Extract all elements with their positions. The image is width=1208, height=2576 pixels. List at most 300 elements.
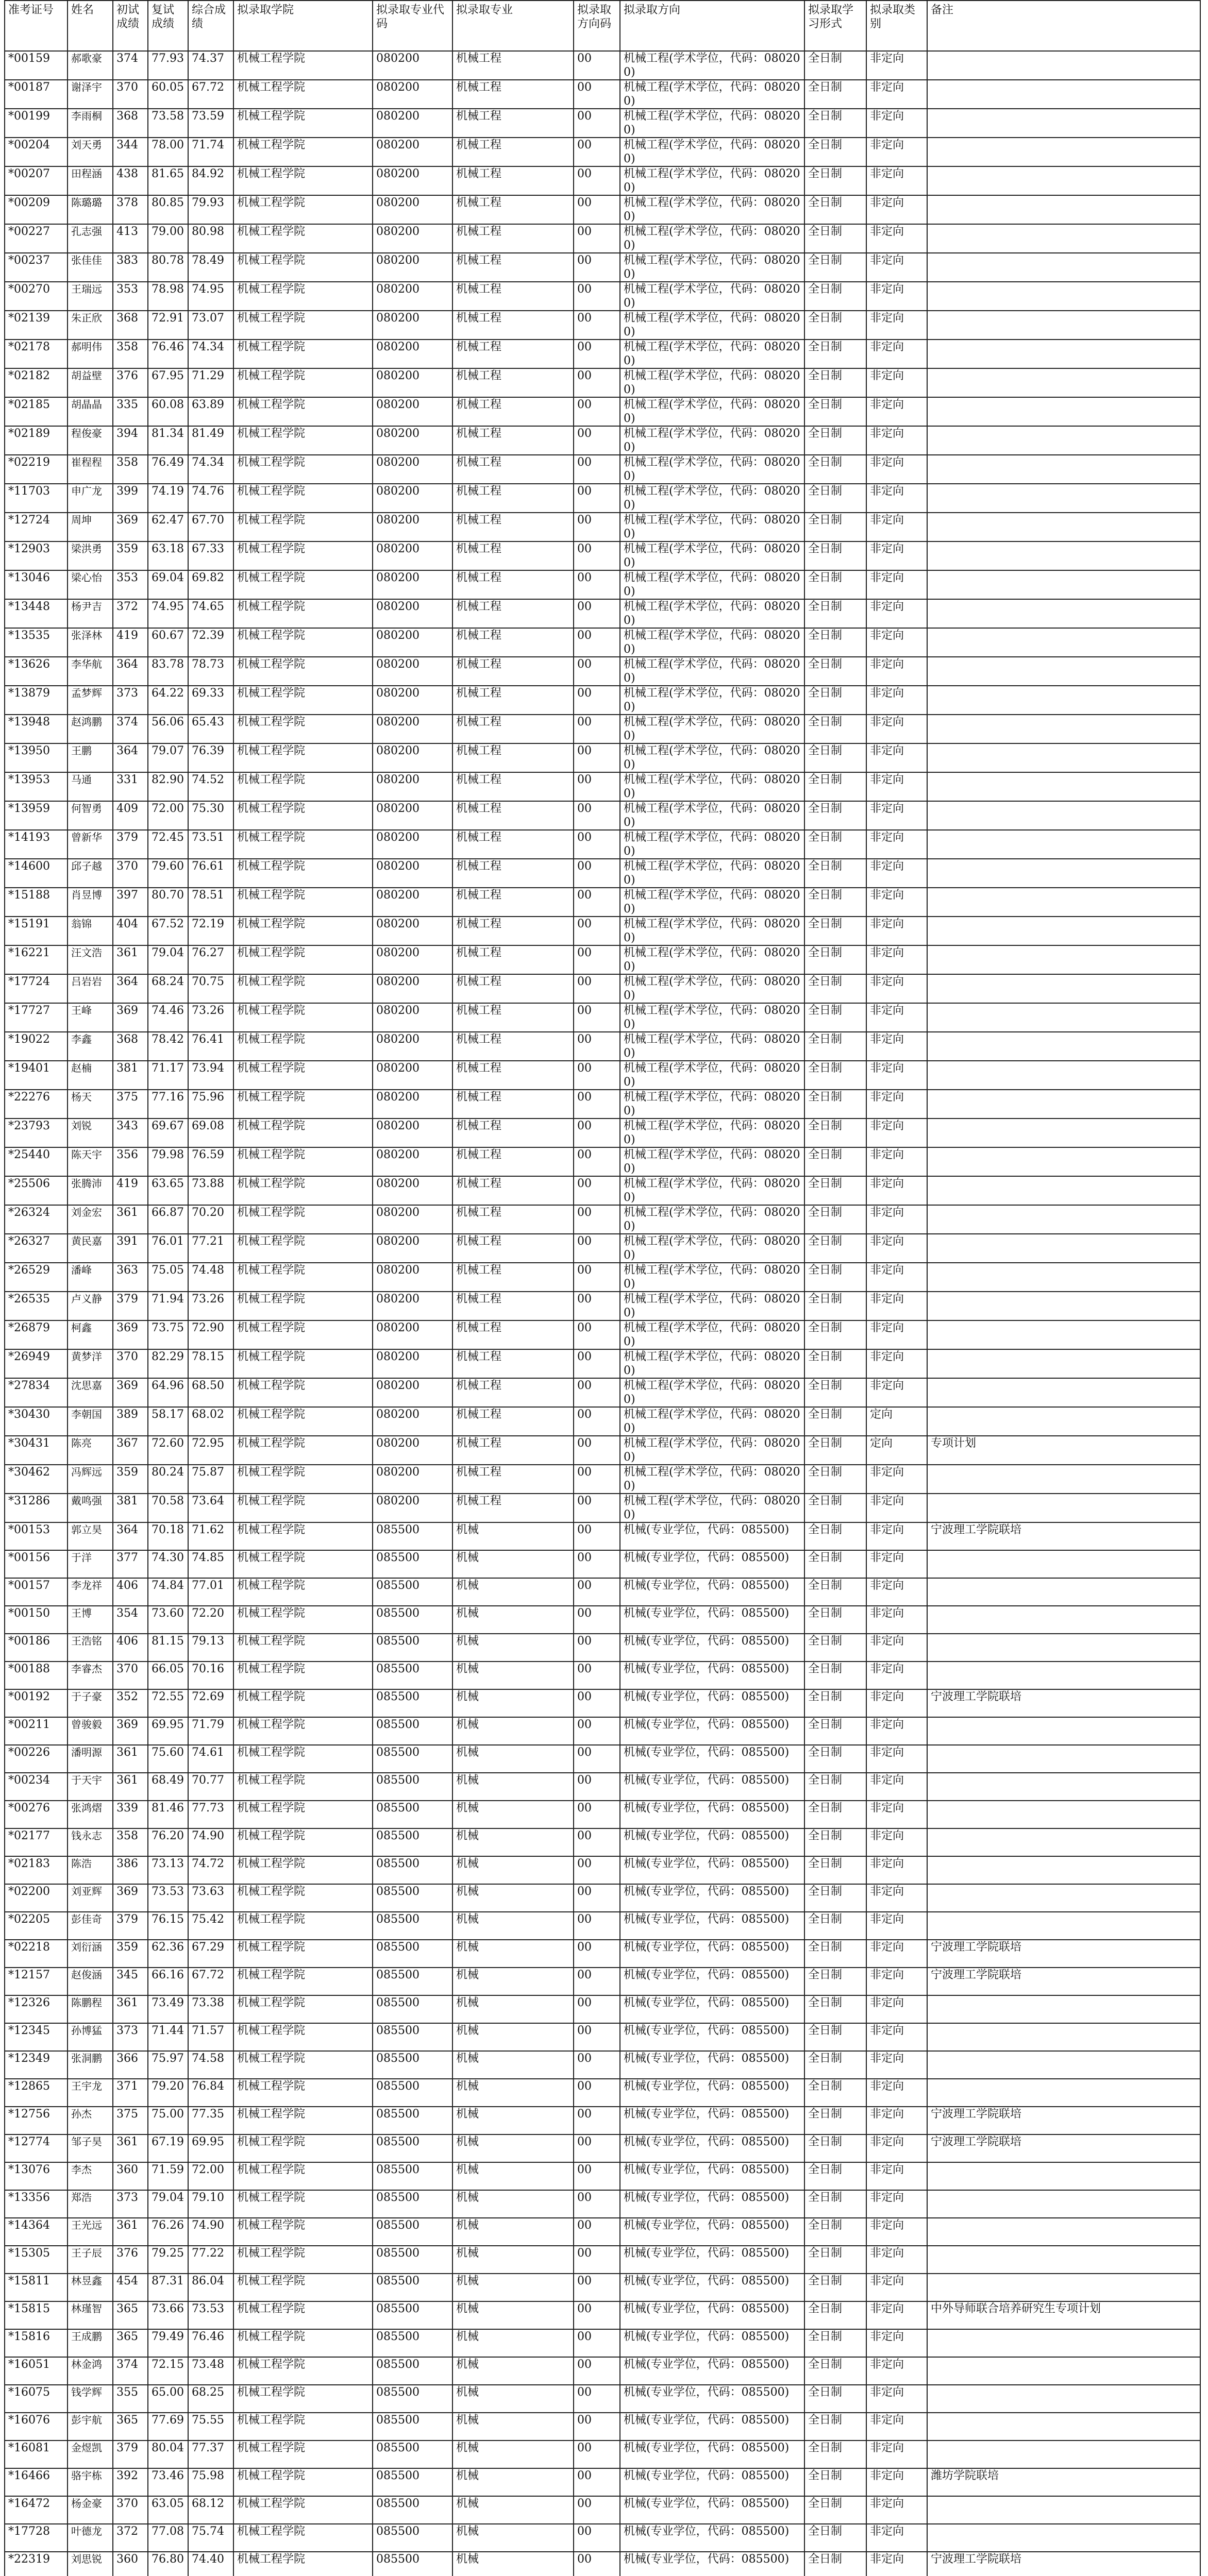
cell-study-mode: 全日制: [804, 2441, 866, 2468]
cell-name: 王峰: [68, 1003, 113, 1032]
cell-direction: 机械工程(学术学位，代码：080200): [620, 801, 804, 830]
cell-direction-code: 00: [574, 1378, 620, 1407]
cell-direction-code: 00: [574, 2134, 620, 2162]
cell-initial-score: 369: [113, 513, 148, 541]
cell-category: 非定向: [866, 51, 927, 80]
cell-exam-id: *12865: [5, 2079, 68, 2107]
cell-study-mode: 全日制: [804, 1349, 866, 1378]
cell-exam-id: *22276: [5, 1090, 68, 1118]
cell-exam-id: *00211: [5, 1717, 68, 1745]
cell-retest-score: 87.31: [148, 2274, 188, 2301]
cell-exam-id: *02219: [5, 455, 68, 484]
cell-study-mode: 全日制: [804, 1884, 866, 1912]
cell-direction-code: 00: [574, 311, 620, 340]
cell-college: 机械工程学院: [233, 2524, 373, 2552]
cell-study-mode: 全日制: [804, 455, 866, 484]
cell-major-code: 080200: [373, 426, 452, 455]
cell-direction: 机械(专业学位，代码：085500): [620, 2079, 804, 2107]
cell-study-mode: 全日制: [804, 513, 866, 541]
cell-study-mode: 全日制: [804, 195, 866, 224]
table-row: [5, 397, 1200, 426]
table-row: [5, 2162, 1200, 2190]
cell-college: 机械工程学院: [233, 80, 373, 109]
cell-retest-score: 73.60: [148, 1606, 188, 1634]
cell-remark: [927, 686, 1200, 715]
cell-exam-id: *30430: [5, 1407, 68, 1436]
cell-category: 非定向: [866, 2524, 927, 2552]
cell-category: 非定向: [866, 1717, 927, 1745]
cell-major: 机械: [452, 2357, 574, 2385]
cell-major-code: 080200: [373, 1320, 452, 1349]
cell-name: 李鑫: [68, 1032, 113, 1061]
cell-college: 机械工程学院: [233, 1176, 373, 1205]
cell-direction: 机械工程(学术学位，代码：080200): [620, 455, 804, 484]
header-remark: 备注: [927, 1, 1200, 51]
cell-name: 陈亮: [68, 1436, 113, 1465]
cell-total-score: 77.35: [188, 2107, 233, 2134]
cell-name: 邹子昊: [68, 2134, 113, 2162]
cell-major-code: 085500: [373, 1522, 452, 1550]
cell-major-code: 085500: [373, 1801, 452, 1828]
cell-college: 机械工程学院: [233, 1147, 373, 1176]
cell-major-code: 085500: [373, 2468, 452, 2496]
cell-major-code: 085500: [373, 1940, 452, 1968]
cell-category: 非定向: [866, 1263, 927, 1292]
cell-study-mode: 全日制: [804, 1689, 866, 1717]
table-row: [5, 1320, 1200, 1349]
cell-exam-id: *13879: [5, 686, 68, 715]
cell-total-score: 69.08: [188, 1118, 233, 1147]
cell-college: 机械工程学院: [233, 1995, 373, 2023]
cell-name: 马通: [68, 772, 113, 801]
cell-remark: [927, 743, 1200, 772]
cell-direction: 机械(专业学位，代码：085500): [620, 2134, 804, 2162]
cell-major-code: 080200: [373, 1407, 452, 1436]
cell-college: 机械工程学院: [233, 2107, 373, 2134]
cell-remark: [927, 1205, 1200, 1234]
cell-major-code: 080200: [373, 917, 452, 945]
cell-retest-score: 75.00: [148, 2107, 188, 2134]
cell-college: 机械工程学院: [233, 2274, 373, 2301]
cell-major: 机械工程: [452, 1263, 574, 1292]
cell-direction: 机械工程(学术学位，代码：080200): [620, 1407, 804, 1436]
cell-study-mode: 全日制: [804, 686, 866, 715]
cell-college: 机械工程学院: [233, 859, 373, 888]
cell-remark: [927, 166, 1200, 195]
cell-direction: 机械(专业学位，代码：085500): [620, 2552, 804, 2576]
cell-major: 机械: [452, 1828, 574, 1856]
cell-major: 机械工程: [452, 1407, 574, 1436]
cell-direction: 机械(专业学位，代码：085500): [620, 1634, 804, 1662]
cell-category: 非定向: [866, 1940, 927, 1968]
cell-college: 机械工程学院: [233, 513, 373, 541]
cell-major-code: 080200: [373, 138, 452, 166]
cell-major: 机械: [452, 2162, 574, 2190]
cell-major-code: 080200: [373, 80, 452, 109]
table-row: [5, 1717, 1200, 1745]
cell-retest-score: 76.01: [148, 1234, 188, 1263]
cell-exam-id: *00237: [5, 253, 68, 282]
cell-direction-code: 00: [574, 1061, 620, 1090]
cell-study-mode: 全日制: [804, 628, 866, 657]
cell-total-score: 72.00: [188, 2162, 233, 2190]
cell-initial-score: 369: [113, 1003, 148, 1032]
cell-initial-score: 364: [113, 974, 148, 1003]
cell-college: 机械工程学院: [233, 945, 373, 974]
cell-category: 非定向: [866, 109, 927, 138]
cell-study-mode: 全日制: [804, 657, 866, 686]
cell-major: 机械工程: [452, 51, 574, 80]
cell-retest-score: 79.49: [148, 2329, 188, 2357]
cell-direction: 机械工程(学术学位，代码：080200): [620, 224, 804, 253]
cell-direction-code: 00: [574, 109, 620, 138]
cell-category: 非定向: [866, 743, 927, 772]
cell-remark: [927, 2051, 1200, 2079]
cell-college: 机械工程学院: [233, 2051, 373, 2079]
cell-retest-score: 62.47: [148, 513, 188, 541]
cell-college: 机械工程学院: [233, 1745, 373, 1773]
cell-initial-score: 374: [113, 51, 148, 80]
cell-major: 机械: [452, 1773, 574, 1801]
cell-initial-score: 363: [113, 1263, 148, 1292]
cell-remark: [927, 2524, 1200, 2552]
cell-remark: [927, 657, 1200, 686]
cell-initial-score: 365: [113, 2413, 148, 2441]
cell-category: 非定向: [866, 311, 927, 340]
cell-study-mode: 全日制: [804, 2134, 866, 2162]
table-row: [5, 282, 1200, 311]
cell-direction-code: 00: [574, 801, 620, 830]
table-row: [5, 715, 1200, 743]
cell-major-code: 080200: [373, 513, 452, 541]
cell-total-score: 80.98: [188, 224, 233, 253]
cell-category: 非定向: [866, 1522, 927, 1550]
table-row: [5, 2079, 1200, 2107]
cell-major-code: 085500: [373, 2301, 452, 2329]
cell-major-code: 085500: [373, 2079, 452, 2107]
cell-remark: 宁波理工学院联培: [927, 1689, 1200, 1717]
cell-initial-score: 364: [113, 743, 148, 772]
cell-remark: [927, 570, 1200, 599]
cell-retest-score: 79.60: [148, 859, 188, 888]
cell-study-mode: 全日制: [804, 484, 866, 513]
table-row: [5, 195, 1200, 224]
cell-exam-id: *19401: [5, 1061, 68, 1090]
cell-name: 于洋: [68, 1550, 113, 1578]
cell-major: 机械工程: [452, 1032, 574, 1061]
cell-remark: [927, 1494, 1200, 1522]
cell-total-score: 73.26: [188, 1292, 233, 1320]
cell-retest-score: 60.67: [148, 628, 188, 657]
admission-list-sheet: [4, 0, 1200, 2576]
cell-study-mode: 全日制: [804, 888, 866, 917]
cell-remark: [927, 1634, 1200, 1662]
cell-retest-score: 74.30: [148, 1550, 188, 1578]
cell-college: 机械工程学院: [233, 1292, 373, 1320]
cell-direction: 机械工程(学术学位，代码：080200): [620, 1494, 804, 1522]
cell-total-score: 76.41: [188, 1032, 233, 1061]
cell-major: 机械: [452, 1884, 574, 1912]
cell-initial-score: 364: [113, 1522, 148, 1550]
cell-name: 戴鸣强: [68, 1494, 113, 1522]
cell-category: 非定向: [866, 1606, 927, 1634]
cell-college: 机械工程学院: [233, 1205, 373, 1234]
cell-exam-id: *13356: [5, 2190, 68, 2218]
cell-retest-score: 73.53: [148, 1884, 188, 1912]
cell-category: 非定向: [866, 1773, 927, 1801]
cell-total-score: 79.93: [188, 195, 233, 224]
cell-study-mode: 全日制: [804, 2496, 866, 2524]
cell-name: 柯鑫: [68, 1320, 113, 1349]
cell-total-score: 67.72: [188, 1968, 233, 1995]
cell-total-score: 71.79: [188, 1717, 233, 1745]
cell-direction: 机械(专业学位，代码：085500): [620, 2162, 804, 2190]
cell-initial-score: 366: [113, 2051, 148, 2079]
cell-remark: [927, 1118, 1200, 1147]
cell-total-score: 78.49: [188, 253, 233, 282]
cell-college: 机械工程学院: [233, 2413, 373, 2441]
cell-major-code: 080200: [373, 1118, 452, 1147]
table-row: [5, 2385, 1200, 2413]
cell-study-mode: 全日制: [804, 368, 866, 397]
cell-direction-code: 00: [574, 830, 620, 859]
cell-name: 朱正欣: [68, 311, 113, 340]
cell-major-code: 080200: [373, 1378, 452, 1407]
table-row: [5, 772, 1200, 801]
cell-direction: 机械(专业学位，代码：085500): [620, 1745, 804, 1773]
cell-total-score: 72.69: [188, 1689, 233, 1717]
cell-direction-code: 00: [574, 1884, 620, 1912]
cell-major-code: 080200: [373, 1494, 452, 1522]
cell-total-score: 76.27: [188, 945, 233, 974]
table-row: [5, 1801, 1200, 1828]
cell-total-score: 65.43: [188, 715, 233, 743]
cell-major-code: 080200: [373, 166, 452, 195]
table-row: [5, 888, 1200, 917]
cell-study-mode: 全日制: [804, 2274, 866, 2301]
cell-retest-score: 60.05: [148, 80, 188, 109]
cell-total-score: 73.38: [188, 1995, 233, 2023]
cell-remark: [927, 224, 1200, 253]
cell-major: 机械工程: [452, 195, 574, 224]
cell-retest-score: 69.95: [148, 1717, 188, 1745]
table-row: [5, 1662, 1200, 1689]
cell-college: 机械工程学院: [233, 1234, 373, 1263]
cell-direction-code: 00: [574, 2162, 620, 2190]
cell-total-score: 74.76: [188, 484, 233, 513]
cell-study-mode: 全日制: [804, 1801, 866, 1828]
cell-initial-score: 372: [113, 599, 148, 628]
cell-direction-code: 00: [574, 513, 620, 541]
cell-major: 机械工程: [452, 945, 574, 974]
cell-college: 机械工程学院: [233, 599, 373, 628]
cell-category: 非定向: [866, 2496, 927, 2524]
cell-category: 非定向: [866, 657, 927, 686]
table-row: [5, 166, 1200, 195]
cell-initial-score: 409: [113, 801, 148, 830]
cell-remark: 宁波理工学院联培: [927, 1522, 1200, 1550]
cell-initial-score: 379: [113, 830, 148, 859]
cell-college: 机械工程学院: [233, 2190, 373, 2218]
cell-exam-id: *13626: [5, 657, 68, 686]
cell-category: 非定向: [866, 1032, 927, 1061]
cell-category: 非定向: [866, 628, 927, 657]
cell-major-code: 080200: [373, 1061, 452, 1090]
cell-major-code: 080200: [373, 484, 452, 513]
cell-retest-score: 81.65: [148, 166, 188, 195]
cell-study-mode: 全日制: [804, 340, 866, 368]
cell-major-code: 080200: [373, 743, 452, 772]
cell-direction-code: 00: [574, 2301, 620, 2329]
cell-college: 机械工程学院: [233, 1634, 373, 1662]
cell-exam-id: *02177: [5, 1828, 68, 1856]
cell-direction: 机械工程(学术学位，代码：080200): [620, 888, 804, 917]
cell-retest-score: 73.66: [148, 2301, 188, 2329]
cell-category: 非定向: [866, 1003, 927, 1032]
header-retest-score: 复试成绩: [148, 1, 188, 51]
cell-major: 机械: [452, 2023, 574, 2051]
cell-direction-code: 00: [574, 628, 620, 657]
cell-remark: [927, 1263, 1200, 1292]
table-row: [5, 570, 1200, 599]
cell-direction-code: 00: [574, 1995, 620, 2023]
cell-category: 非定向: [866, 2468, 927, 2496]
cell-retest-score: 77.93: [148, 51, 188, 80]
cell-exam-id: *15816: [5, 2329, 68, 2357]
cell-remark: [927, 195, 1200, 224]
cell-study-mode: 全日制: [804, 715, 866, 743]
cell-study-mode: 全日制: [804, 1634, 866, 1662]
cell-total-score: 73.63: [188, 1884, 233, 1912]
cell-direction-code: 00: [574, 1465, 620, 1494]
cell-total-score: 76.46: [188, 2329, 233, 2357]
cell-total-score: 73.64: [188, 1494, 233, 1522]
cell-initial-score: 370: [113, 2496, 148, 2524]
cell-name: 李雨桐: [68, 109, 113, 138]
cell-major-code: 080200: [373, 1090, 452, 1118]
cell-remark: [927, 1995, 1200, 2023]
cell-major-code: 085500: [373, 1745, 452, 1773]
cell-category: 非定向: [866, 1634, 927, 1662]
cell-initial-score: 379: [113, 2441, 148, 2468]
cell-college: 机械工程学院: [233, 1032, 373, 1061]
table-row: [5, 1968, 1200, 1995]
cell-college: 机械工程学院: [233, 1320, 373, 1349]
cell-college: 机械工程学院: [233, 1912, 373, 1940]
cell-name: 于子豪: [68, 1689, 113, 1717]
cell-retest-score: 78.42: [148, 1032, 188, 1061]
cell-direction: 机械工程(学术学位，代码：080200): [620, 830, 804, 859]
cell-direction-code: 00: [574, 2051, 620, 2079]
cell-college: 机械工程学院: [233, 1522, 373, 1550]
cell-remark: [927, 1801, 1200, 1828]
cell-major: 机械工程: [452, 657, 574, 686]
cell-name: 张腾沛: [68, 1176, 113, 1205]
cell-major: 机械: [452, 1995, 574, 2023]
table-row: [5, 1090, 1200, 1118]
cell-initial-score: 359: [113, 1465, 148, 1494]
cell-category: 非定向: [866, 2552, 927, 2576]
cell-name: 李杰: [68, 2162, 113, 2190]
cell-direction-code: 00: [574, 1003, 620, 1032]
cell-major: 机械: [452, 1968, 574, 1995]
cell-remark: [927, 1550, 1200, 1578]
cell-initial-score: 383: [113, 253, 148, 282]
cell-remark: [927, 2496, 1200, 2524]
cell-initial-score: 373: [113, 2023, 148, 2051]
cell-college: 机械工程学院: [233, 1662, 373, 1689]
cell-initial-score: 406: [113, 1578, 148, 1606]
cell-major-code: 080200: [373, 1292, 452, 1320]
header-initial-score: 初试成绩: [113, 1, 148, 51]
cell-study-mode: 全日制: [804, 1234, 866, 1263]
cell-retest-score: 71.59: [148, 2162, 188, 2190]
cell-direction-code: 00: [574, 1662, 620, 1689]
cell-retest-score: 66.87: [148, 1205, 188, 1234]
cell-retest-score: 77.08: [148, 2524, 188, 2552]
cell-direction-code: 00: [574, 51, 620, 80]
table-row: [5, 628, 1200, 657]
cell-direction-code: 00: [574, 2552, 620, 2576]
cell-college: 机械工程学院: [233, 772, 373, 801]
cell-total-score: 73.48: [188, 2357, 233, 2385]
cell-exam-id: *00207: [5, 166, 68, 195]
cell-total-score: 75.42: [188, 1912, 233, 1940]
cell-exam-id: *16221: [5, 945, 68, 974]
cell-total-score: 72.95: [188, 1436, 233, 1465]
cell-initial-score: 376: [113, 368, 148, 397]
cell-direction-code: 00: [574, 1263, 620, 1292]
table-row: [5, 2413, 1200, 2441]
cell-major-code: 080200: [373, 974, 452, 1003]
cell-study-mode: 全日制: [804, 1378, 866, 1407]
cell-exam-id: *00209: [5, 195, 68, 224]
cell-direction: 机械工程(学术学位，代码：080200): [620, 743, 804, 772]
cell-remark: [927, 138, 1200, 166]
cell-exam-id: *12349: [5, 2051, 68, 2079]
cell-major-code: 080200: [373, 1263, 452, 1292]
cell-study-mode: 全日制: [804, 1662, 866, 1689]
cell-major-code: 085500: [373, 2441, 452, 2468]
cell-name: 赵鸿鹏: [68, 715, 113, 743]
cell-category: 非定向: [866, 2357, 927, 2385]
cell-direction: 机械(专业学位，代码：085500): [620, 1995, 804, 2023]
cell-category: 非定向: [866, 570, 927, 599]
cell-name: 张鸿熠: [68, 1801, 113, 1828]
cell-category: 非定向: [866, 1320, 927, 1349]
cell-major-code: 085500: [373, 2274, 452, 2301]
cell-major-code: 080200: [373, 311, 452, 340]
cell-direction-code: 00: [574, 1234, 620, 1263]
cell-exam-id: *13953: [5, 772, 68, 801]
cell-direction-code: 00: [574, 397, 620, 426]
header-direction: 拟录取方向: [620, 1, 804, 51]
table-row: [5, 51, 1200, 80]
cell-major: 机械: [452, 2274, 574, 2301]
cell-college: 机械工程学院: [233, 715, 373, 743]
cell-name: 王鹏: [68, 743, 113, 772]
cell-retest-score: 56.06: [148, 715, 188, 743]
table-row: [5, 1407, 1200, 1436]
cell-study-mode: 全日制: [804, 138, 866, 166]
cell-direction: 机械(专业学位，代码：085500): [620, 2468, 804, 2496]
cell-remark: 中外导师联合培养研究生专项计划: [927, 2301, 1200, 2329]
cell-major: 机械工程: [452, 570, 574, 599]
cell-study-mode: 全日制: [804, 1606, 866, 1634]
cell-study-mode: 全日制: [804, 2413, 866, 2441]
cell-retest-score: 63.65: [148, 1176, 188, 1205]
cell-remark: [927, 2246, 1200, 2274]
